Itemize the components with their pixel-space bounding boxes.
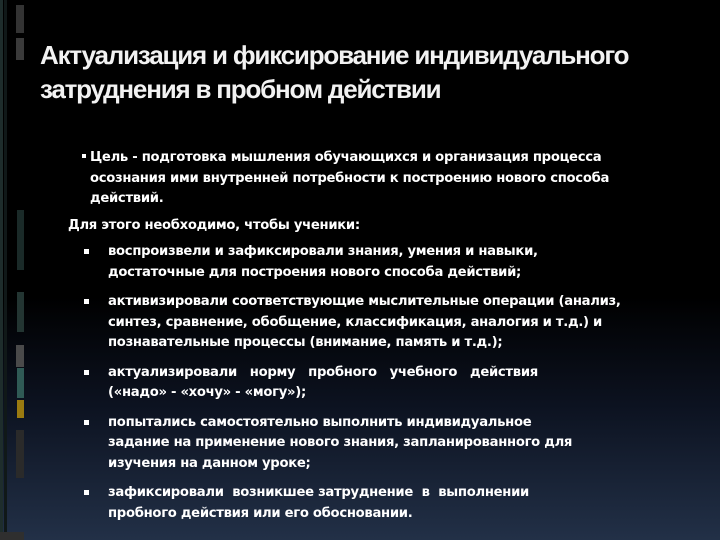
list-item <box>78 242 678 283</box>
list-item-line: активизировали соответствующие мыслительные операции (анализ, <box>108 294 621 309</box>
bullet-icon <box>84 299 89 304</box>
goal-item <box>78 148 678 210</box>
list-item-line: изучения на данном уроке; <box>108 455 311 471</box>
title-line: Актуализация и фиксирование индивидуального <box>40 40 629 70</box>
list-item-line: пробного действия или его обосновании. <box>108 505 413 521</box>
bullet-icon <box>84 370 89 375</box>
list-item <box>78 363 678 404</box>
list-item <box>78 292 678 354</box>
list-item-line: задание на применение нового знания, запланированного для <box>108 435 573 450</box>
list-item-line: достаточные для построения нового способа действий; <box>108 264 522 280</box>
list-item-line: («надо» - «хочу» - «могу»); <box>108 385 306 400</box>
goal-line: Цель - подготовка мышления обучающихся и организация процесса <box>90 150 602 165</box>
intro-text: Для этого необходимо, чтобы ученики: <box>68 217 360 233</box>
slide-title <box>40 38 680 106</box>
list-item-line: попытались самостоятельно выполнить индивидуальное <box>108 414 532 430</box>
goal-line: осознания ими внутренней потребности к построению нового способа <box>90 170 610 186</box>
goal-line: действий. <box>90 191 164 206</box>
title-line: затруднения в пробном действии <box>40 74 441 104</box>
list-item-line: познавательные процессы (внимание, память и т.д.); <box>108 335 503 350</box>
list-item-line: актуализировали норму пробного учебного действия <box>108 364 538 380</box>
bullet-icon <box>82 154 86 158</box>
bullet-icon <box>84 420 89 425</box>
list-item <box>78 483 678 524</box>
slide-body <box>68 148 678 533</box>
list-item-line: синтез, сравнение, обобщение, классификация, аналогия и т.д.) и <box>108 314 602 330</box>
bullet-icon <box>84 490 89 495</box>
decorative-strip <box>0 0 24 540</box>
list-item-line: воспроизвели и зафиксировали знания, умения и навыки, <box>108 244 538 259</box>
bullet-icon <box>84 249 89 254</box>
list-item <box>78 413 678 475</box>
list-item-line: зафиксировали возникшее затруднение в выполнении <box>108 485 529 500</box>
